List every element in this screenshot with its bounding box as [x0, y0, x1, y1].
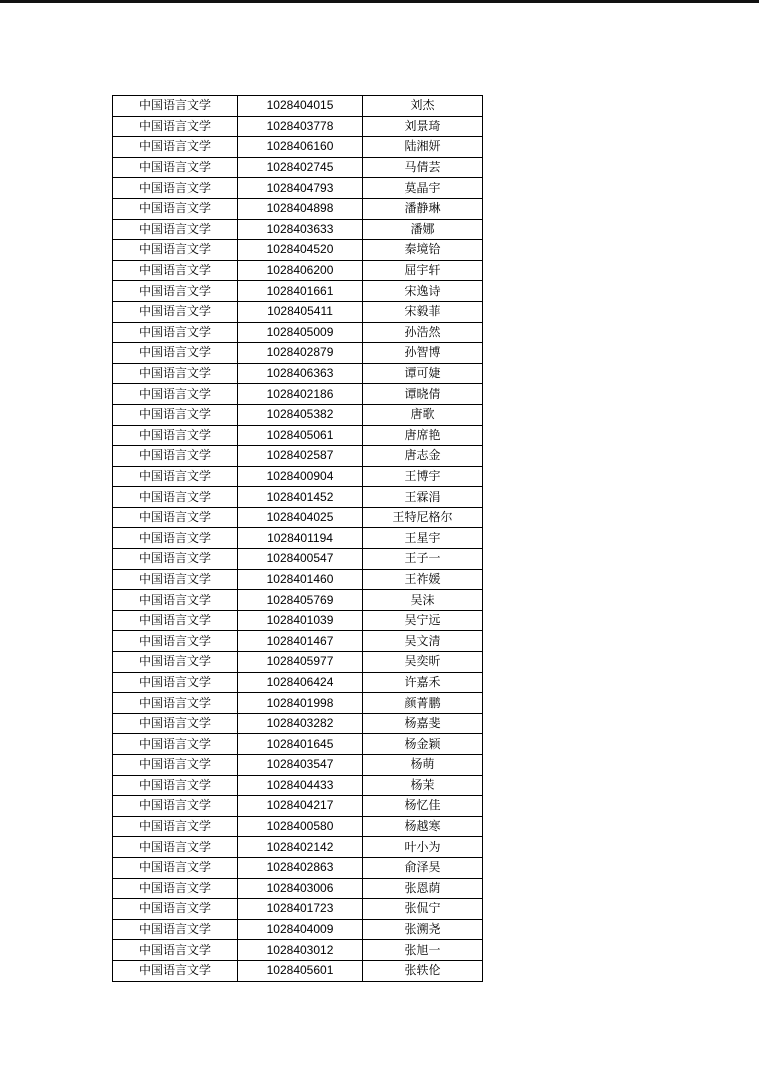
cell-name: 吴文清: [363, 631, 483, 652]
top-border-rule: [0, 0, 759, 3]
cell-name: 张旭一: [363, 940, 483, 961]
cell-name: 唐席艳: [363, 425, 483, 446]
cell-major: 中国语言文学: [113, 919, 238, 940]
cell-student-id: 1028403006: [238, 878, 363, 899]
cell-major: 中国语言文学: [113, 590, 238, 611]
cell-student-id: 1028401998: [238, 693, 363, 714]
cell-student-id: 1028402745: [238, 157, 363, 178]
cell-major: 中国语言文学: [113, 404, 238, 425]
cell-student-id: 1028401194: [238, 528, 363, 549]
cell-name: 颜菁鹏: [363, 693, 483, 714]
table-row: [113, 507, 483, 528]
table-row: [113, 466, 483, 487]
cell-student-id: 1028404433: [238, 775, 363, 796]
table-row: [113, 240, 483, 261]
cell-name: 王特尼格尔: [363, 507, 483, 528]
cell-major: 中国语言文学: [113, 940, 238, 961]
cell-student-id: 1028404025: [238, 507, 363, 528]
cell-major: 中国语言文学: [113, 466, 238, 487]
cell-name: 张恩荫: [363, 878, 483, 899]
cell-name: 张溯尧: [363, 919, 483, 940]
cell-student-id: 1028401645: [238, 734, 363, 755]
cell-major: 中国语言文学: [113, 610, 238, 631]
cell-student-id: 1028406160: [238, 137, 363, 158]
cell-major: 中国语言文学: [113, 260, 238, 281]
cell-student-id: 1028405009: [238, 322, 363, 343]
table-row: [113, 734, 483, 755]
cell-student-id: 1028400580: [238, 816, 363, 837]
cell-name: 杨金颖: [363, 734, 483, 755]
cell-student-id: 1028400547: [238, 549, 363, 570]
table-row: [113, 755, 483, 776]
table-row: [113, 384, 483, 405]
table-row: [113, 672, 483, 693]
cell-student-id: 1028405411: [238, 301, 363, 322]
cell-student-id: 1028405061: [238, 425, 363, 446]
cell-name: 吴奕昕: [363, 652, 483, 673]
cell-name: 刘杰: [363, 96, 483, 117]
cell-student-id: 1028406200: [238, 260, 363, 281]
cell-name: 潘娜: [363, 219, 483, 240]
cell-student-id: 1028401460: [238, 569, 363, 590]
cell-name: 杨忆佳: [363, 796, 483, 817]
roster-body: [113, 96, 483, 982]
cell-name: 谭晓倩: [363, 384, 483, 405]
cell-student-id: 1028405769: [238, 590, 363, 611]
cell-major: 中国语言文学: [113, 157, 238, 178]
cell-major: 中国语言文学: [113, 734, 238, 755]
table-row: [113, 446, 483, 467]
cell-major: 中国语言文学: [113, 693, 238, 714]
table-row: [113, 363, 483, 384]
cell-major: 中国语言文学: [113, 837, 238, 858]
cell-major: 中国语言文学: [113, 301, 238, 322]
cell-student-id: 1028403778: [238, 116, 363, 137]
cell-name: 王子一: [363, 549, 483, 570]
table-row: [113, 631, 483, 652]
cell-student-id: 1028404793: [238, 178, 363, 199]
cell-student-id: 1028401467: [238, 631, 363, 652]
cell-name: 杨萌: [363, 755, 483, 776]
table-row: [113, 96, 483, 117]
cell-student-id: 1028405382: [238, 404, 363, 425]
table-row: [113, 281, 483, 302]
table-row: [113, 528, 483, 549]
cell-student-id: 1028406424: [238, 672, 363, 693]
cell-name: 马倩芸: [363, 157, 483, 178]
cell-name: 刘景琦: [363, 116, 483, 137]
cell-name: 王星宇: [363, 528, 483, 549]
cell-major: 中国语言文学: [113, 652, 238, 673]
cell-name: 张侃宁: [363, 899, 483, 920]
cell-name: 杨嘉斐: [363, 713, 483, 734]
cell-student-id: 1028401039: [238, 610, 363, 631]
table-row: [113, 157, 483, 178]
table-row: [113, 713, 483, 734]
cell-name: 张轶伦: [363, 960, 483, 981]
cell-student-id: 1028404217: [238, 796, 363, 817]
cell-major: 中国语言文学: [113, 116, 238, 137]
table-row: [113, 137, 483, 158]
table-row: [113, 116, 483, 137]
cell-name: 吴沫: [363, 590, 483, 611]
cell-major: 中国语言文学: [113, 878, 238, 899]
table-row: [113, 796, 483, 817]
cell-major: 中国语言文学: [113, 198, 238, 219]
cell-student-id: 1028406363: [238, 363, 363, 384]
cell-major: 中国语言文学: [113, 178, 238, 199]
cell-student-id: 1028402863: [238, 857, 363, 878]
cell-name: 王霖涓: [363, 487, 483, 508]
cell-major: 中国语言文学: [113, 363, 238, 384]
cell-major: 中国语言文学: [113, 713, 238, 734]
cell-major: 中国语言文学: [113, 507, 238, 528]
cell-student-id: 1028405601: [238, 960, 363, 981]
cell-major: 中国语言文学: [113, 281, 238, 302]
cell-major: 中国语言文学: [113, 137, 238, 158]
table-row: [113, 857, 483, 878]
cell-major: 中国语言文学: [113, 487, 238, 508]
cell-major: 中国语言文学: [113, 857, 238, 878]
cell-major: 中国语言文学: [113, 549, 238, 570]
cell-student-id: 1028403012: [238, 940, 363, 961]
table-row: [113, 960, 483, 981]
cell-student-id: 1028403547: [238, 755, 363, 776]
table-row: [113, 404, 483, 425]
cell-student-id: 1028402587: [238, 446, 363, 467]
cell-name: 杨茉: [363, 775, 483, 796]
cell-major: 中国语言文学: [113, 343, 238, 364]
table-row: [113, 919, 483, 940]
cell-name: 谭可婕: [363, 363, 483, 384]
table-row: [113, 487, 483, 508]
table-row: [113, 425, 483, 446]
cell-student-id: 1028404898: [238, 198, 363, 219]
cell-major: 中国语言文学: [113, 796, 238, 817]
table-row: [113, 590, 483, 611]
cell-major: 中国语言文学: [113, 240, 238, 261]
cell-student-id: 1028401723: [238, 899, 363, 920]
cell-name: 王祚媛: [363, 569, 483, 590]
cell-major: 中国语言文学: [113, 960, 238, 981]
student-roster-table: [112, 95, 483, 982]
cell-major: 中国语言文学: [113, 775, 238, 796]
cell-student-id: 1028402142: [238, 837, 363, 858]
cell-student-id: 1028400904: [238, 466, 363, 487]
table-row: [113, 837, 483, 858]
cell-student-id: 1028404520: [238, 240, 363, 261]
cell-name: 唐歌: [363, 404, 483, 425]
table-row: [113, 899, 483, 920]
cell-name: 叶小为: [363, 837, 483, 858]
cell-student-id: 1028401661: [238, 281, 363, 302]
cell-student-id: 1028402879: [238, 343, 363, 364]
cell-major: 中国语言文学: [113, 322, 238, 343]
cell-student-id: 1028405977: [238, 652, 363, 673]
cell-name: 唐志金: [363, 446, 483, 467]
cell-name: 许嘉禾: [363, 672, 483, 693]
cell-name: 陆湘妍: [363, 137, 483, 158]
cell-name: 孙浩然: [363, 322, 483, 343]
cell-major: 中国语言文学: [113, 631, 238, 652]
table-row: [113, 178, 483, 199]
cell-major: 中国语言文学: [113, 219, 238, 240]
cell-major: 中国语言文学: [113, 384, 238, 405]
cell-major: 中国语言文学: [113, 569, 238, 590]
cell-major: 中国语言文学: [113, 755, 238, 776]
table-row: [113, 549, 483, 570]
table-row: [113, 198, 483, 219]
cell-major: 中国语言文学: [113, 446, 238, 467]
cell-name: 王博宇: [363, 466, 483, 487]
cell-student-id: 1028403633: [238, 219, 363, 240]
table-row: [113, 343, 483, 364]
cell-name: 潘静琳: [363, 198, 483, 219]
cell-major: 中国语言文学: [113, 528, 238, 549]
table-row: [113, 816, 483, 837]
table-row: [113, 610, 483, 631]
cell-student-id: 1028402186: [238, 384, 363, 405]
cell-major: 中国语言文学: [113, 816, 238, 837]
table-row: [113, 322, 483, 343]
cell-name: 莫晶宇: [363, 178, 483, 199]
cell-major: 中国语言文学: [113, 96, 238, 117]
table-row: [113, 940, 483, 961]
cell-name: 吴宁远: [363, 610, 483, 631]
cell-name: 孙智博: [363, 343, 483, 364]
cell-student-id: 1028401452: [238, 487, 363, 508]
cell-name: 屈宇轩: [363, 260, 483, 281]
table-row: [113, 878, 483, 899]
cell-major: 中国语言文学: [113, 425, 238, 446]
cell-name: 秦境铪: [363, 240, 483, 261]
table-row: [113, 652, 483, 673]
table-row: [113, 775, 483, 796]
table-row: [113, 569, 483, 590]
cell-student-id: 1028404015: [238, 96, 363, 117]
cell-name: 杨越寒: [363, 816, 483, 837]
table-row: [113, 219, 483, 240]
cell-major: 中国语言文学: [113, 899, 238, 920]
table-row: [113, 693, 483, 714]
cell-major: 中国语言文学: [113, 672, 238, 693]
cell-name: 宋毅菲: [363, 301, 483, 322]
cell-name: 俞泽昊: [363, 857, 483, 878]
table-row: [113, 301, 483, 322]
cell-name: 宋逸诗: [363, 281, 483, 302]
table-row: [113, 260, 483, 281]
cell-student-id: 1028404009: [238, 919, 363, 940]
cell-student-id: 1028403282: [238, 713, 363, 734]
